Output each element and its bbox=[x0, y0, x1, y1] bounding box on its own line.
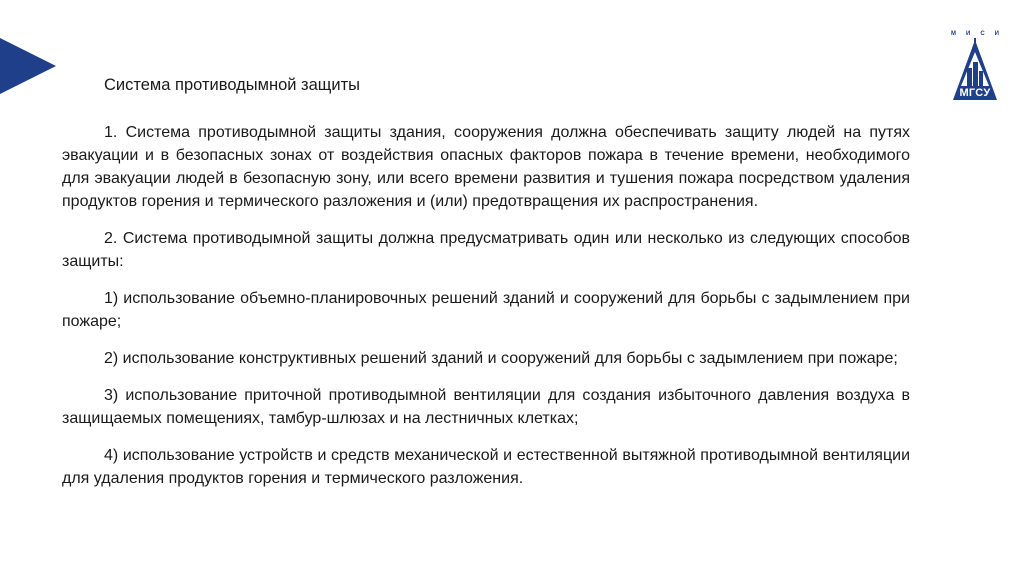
list-item: 4) использование устройств и средств механической и естественной вытяжной противодымной вентиляции для удаления продуктов горения и термического разложения. bbox=[62, 447, 910, 487]
list-item: 3) использование приточной противодымной вентиляции для создания избыточного давления воздуха в защищаемых помещениях, тамбур-шлюзах и на лестничных клетках; bbox=[62, 387, 910, 427]
list-item: 2) использование конструктивных решений зданий и сооружений для борьбы с задымлением при пожаре; bbox=[104, 350, 898, 367]
paragraph: 1. Система противодымной защиты здания, сооружения должна обеспечивать защиту людей на путях эвакуации и в безопасных зонах от воздействия опасных факторов пожара в течение времени, необходимого для эвакуации людей в безопасную зону, или всего времени развития и тушения пожара посредством удаления продуктов горения и термического разложения и (или) предотвращения их распространения. bbox=[62, 124, 910, 210]
university-logo bbox=[951, 30, 999, 102]
logo-caption-letter: И bbox=[966, 31, 971, 37]
slide-title: Система противодымной защиты bbox=[104, 76, 360, 94]
slide-corner-arrow bbox=[0, 38, 56, 94]
paragraph: 2. Система противодымной защиты должна предусматривать один или несколько из следующих способов защиты: bbox=[62, 230, 910, 270]
slide-body bbox=[62, 121, 910, 504]
list-item: 1) использование объемно-планировочных решений зданий и сооружений для борьбы с задымлением при пожаре; bbox=[62, 290, 910, 330]
logo-caption-letter: М bbox=[951, 31, 956, 37]
logo-caption bbox=[951, 30, 999, 38]
logo-text: МГСУ bbox=[959, 87, 991, 99]
logo-caption-letter: И bbox=[994, 31, 999, 37]
logo-caption-letter: С bbox=[980, 31, 985, 37]
